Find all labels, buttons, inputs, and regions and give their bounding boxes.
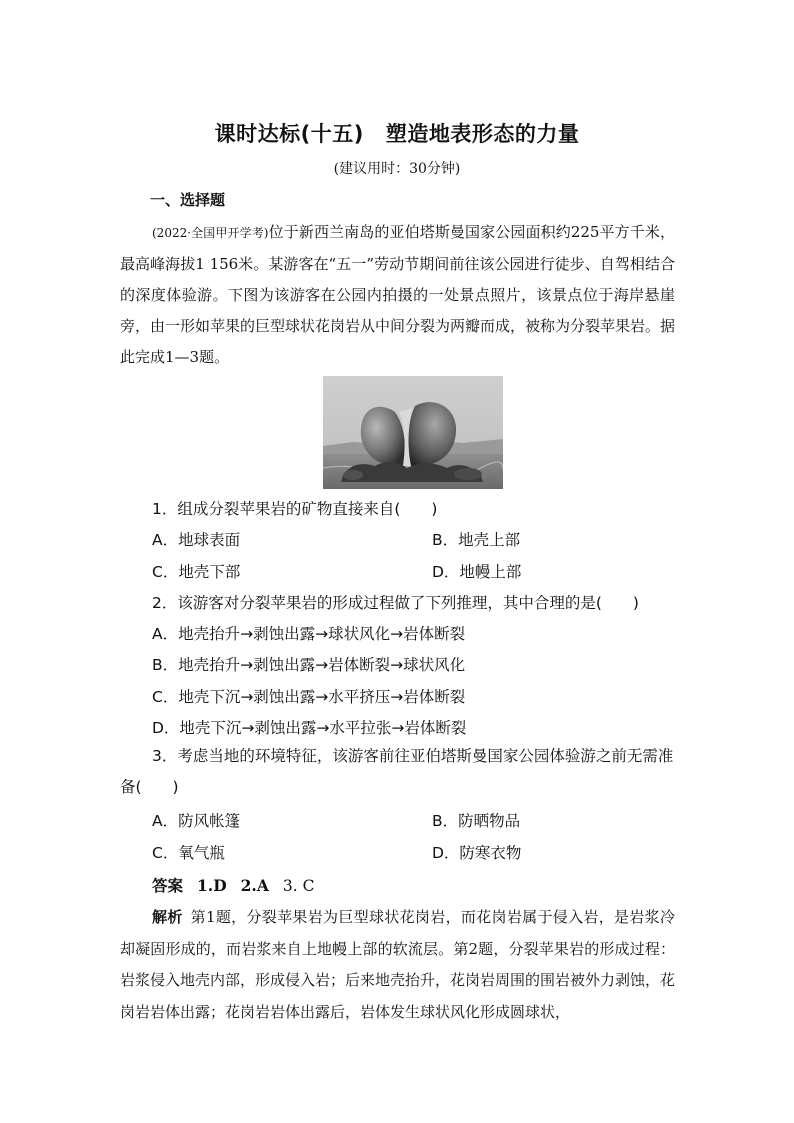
question-2 — [120, 591, 639, 613]
option-d: D．地幔上部 — [432, 563, 522, 581]
title-series: 课时达标(十五) — [214, 122, 364, 146]
answer-line — [152, 874, 328, 896]
option-d: D．防寒衣物 — [432, 844, 522, 862]
option-a: A．地球表面 — [152, 531, 241, 549]
section-heading: 一、选择题 — [150, 191, 226, 209]
explanation-label: 解析 — [152, 908, 183, 926]
option-a: A．地壳抬升→剥蚀出露→球状风化→岩体断裂 — [152, 625, 466, 643]
question-source: (2022·全国甲开学考) — [152, 226, 269, 240]
option-a: A．防风帐篷 — [152, 812, 241, 830]
option-c: C．地壳下部 — [152, 563, 241, 581]
option-b: B．地壳抬升→剥蚀出露→岩体断裂→球状风化 — [152, 656, 466, 674]
question-stem: 1．组成分裂苹果岩的矿物直接来自( ) — [152, 500, 438, 518]
answer-1: 1.D — [197, 876, 227, 895]
title-topic: 塑造地表形态的力量 — [385, 122, 580, 146]
question-stem: 3．考虑当地的环境特征，该游客前往亚伯塔斯曼国家公园体验游之前无需准备( ) — [120, 747, 674, 796]
question-stem: 2．该游客对分裂苹果岩的形成过程做了下列推理，其中合理的是( ) — [152, 594, 639, 612]
explanation-text: 第1题，分裂苹果岩为巨型球状花岗岩，而花岗岩属于侵入岩，是岩浆冷却凝固形成的，而岩浆来自上地幔上部的软流层。第2题，分裂苹果岩的形成过程：岩浆侵入地壳内部，形成侵入岩；后来地壳抬升，花岗岩周围的围岩被外力剥蚀，花岗岩岩体出露；花岗岩岩体出露后，岩体发生球状风化形成圆球状， — [120, 908, 676, 1021]
explanation-paragraph — [120, 902, 675, 1028]
question-3 — [120, 741, 680, 803]
option-b: B．地壳上部 — [432, 531, 521, 549]
suggested-time: (建议用时：30分钟) — [333, 161, 461, 177]
option-c: C．地壳下沉→剥蚀出露→水平挤压→岩体断裂 — [152, 688, 466, 706]
small-boulder — [454, 468, 482, 480]
split-apple-rock-photo — [323, 376, 503, 489]
question-1 — [120, 497, 437, 519]
option-d: D．地壳下沉→剥蚀出露→水平拉张→岩体断裂 — [152, 719, 467, 737]
answer-label: 答案 — [152, 877, 184, 895]
intro-paragraph — [120, 217, 675, 373]
small-boulder — [343, 470, 363, 480]
page-title — [0, 118, 794, 148]
option-c: C．氧气瓶 — [152, 844, 225, 862]
intro-text: 位于新西兰南岛的亚伯塔斯曼国家公园面积约225平方千米，最高峰海拔1 156米。某游客在“五一”劳动节期间前往该公园进行徒步、自驾相结合的深度体验游。下图为该游客在公园内拍摄的一处景点照片，该景点位于海岸悬崖旁，由一形如苹果的巨型球状花岗岩从中间分裂为两瓣而成，被称为分裂苹果岩。据此完成1—3题。 — [120, 223, 676, 366]
answer-2: 2.A — [240, 876, 269, 895]
answer-3: 3. C — [282, 877, 315, 895]
option-b: B．防晒物品 — [432, 812, 521, 830]
